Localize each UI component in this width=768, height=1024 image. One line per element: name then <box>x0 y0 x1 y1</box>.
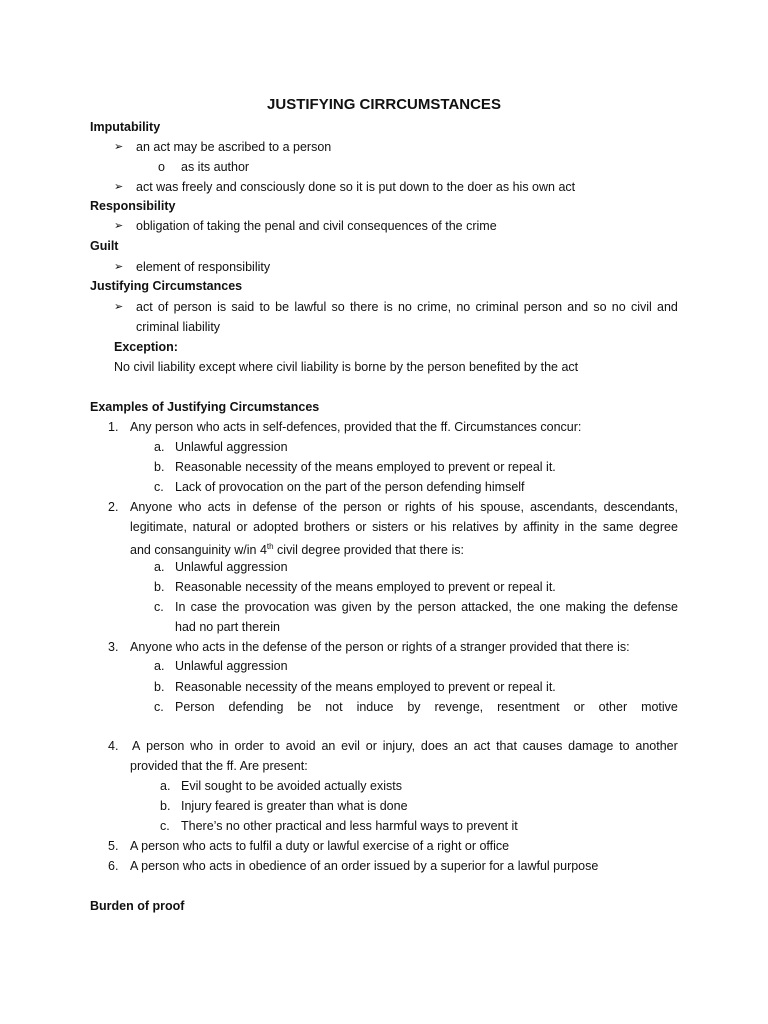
heading-imputability: Imputability <box>90 120 161 134</box>
word: that <box>496 739 517 753</box>
exception-label: Exception: <box>114 340 178 354</box>
list-letter: c. <box>154 480 164 494</box>
word: no <box>611 300 626 314</box>
list-letter: c. <box>154 700 164 714</box>
word: person <box>146 739 185 753</box>
word: or <box>355 520 367 534</box>
word: lawful <box>294 300 327 314</box>
word: person <box>343 500 382 514</box>
word: Anyone <box>130 500 173 514</box>
word: affinity <box>523 520 559 534</box>
list-letter: a. <box>154 659 165 673</box>
bullet-arrow-icon: ➢ <box>114 141 124 153</box>
word: provocation <box>244 600 310 614</box>
word: in <box>564 520 575 534</box>
justified-line <box>130 519 678 535</box>
word: evil <box>341 739 360 753</box>
sub-item-text: Reasonable necessity of the means employed to prevent or repeal it. <box>175 460 556 474</box>
word: Person <box>175 700 215 714</box>
word: criminal <box>475 300 519 314</box>
word: sisters <box>372 520 409 534</box>
word: legitimate, <box>130 520 187 534</box>
justified-line <box>136 299 678 315</box>
word: not <box>325 700 343 714</box>
justified-line <box>175 599 678 615</box>
list-number: 6. <box>108 859 119 873</box>
word: given <box>341 600 372 614</box>
list-letter: b. <box>154 580 165 594</box>
word: motive <box>641 700 678 714</box>
bullet-arrow-icon: ➢ <box>114 301 124 313</box>
heading-burden-of-proof: Burden of proof <box>90 899 185 913</box>
word: injury, <box>382 739 416 753</box>
word: said <box>231 300 255 314</box>
bullet-arrow-icon: ➢ <box>114 181 124 193</box>
word: case <box>190 600 217 614</box>
word: or <box>236 520 248 534</box>
word: one <box>539 600 561 614</box>
word: there <box>349 300 379 314</box>
word: same <box>602 520 634 534</box>
list-letter: c. <box>154 600 164 614</box>
word: order <box>234 739 264 753</box>
list-item-text: Any person who acts in self-defences, provided that the ff. Circumstances concur: <box>130 420 582 434</box>
word: descendants, <box>603 500 678 514</box>
word: person <box>523 300 563 314</box>
word: act <box>136 300 153 314</box>
sub-item-text: Reasonable necessity of the means employed to prevent or repeal it. <box>175 580 556 594</box>
word: revenge, <box>434 700 484 714</box>
bullet-arrow-icon: ➢ <box>114 261 124 273</box>
word: person <box>173 300 212 314</box>
list-letter: b. <box>154 460 165 474</box>
word: spouse, <box>480 500 524 514</box>
circle-bullet-icon: o <box>158 160 165 174</box>
superscript: th <box>266 542 274 551</box>
justified-line <box>175 699 678 715</box>
word: defense <box>633 600 678 614</box>
word: degree <box>639 520 678 534</box>
list-letter: a. <box>160 779 171 793</box>
justified-line <box>130 499 678 515</box>
word: to <box>269 739 280 753</box>
word: his <box>458 500 475 514</box>
sub-bullet-text: as its author <box>181 160 250 174</box>
bullet-text: an act may be ascribed to a person <box>136 140 332 154</box>
list-letter: a. <box>154 560 165 574</box>
list-item-text <box>130 539 464 558</box>
word: the <box>395 600 413 614</box>
word: induce <box>356 700 394 714</box>
list-number: 3. <box>108 640 119 654</box>
word: brothers <box>303 520 350 534</box>
word: the <box>222 600 240 614</box>
word: another <box>635 739 678 753</box>
word: is <box>383 300 393 314</box>
word: by <box>504 520 518 534</box>
word: avoid <box>285 739 316 753</box>
word: was <box>314 600 337 614</box>
word: of <box>303 500 314 514</box>
heading-responsibility: Responsibility <box>90 199 176 213</box>
word: and <box>567 300 589 314</box>
bullet-text: obligation of taking the penal and civil consequences of the crime <box>136 219 497 233</box>
word: civil <box>630 300 652 314</box>
list-item-text: A person who acts to fulfil a duty or lawful exercise of a right or office <box>130 839 510 853</box>
sub-item-text: Reasonable necessity of the means employed to prevent or repeal it. <box>175 680 556 694</box>
list-number: 1. <box>108 420 119 434</box>
word: to <box>619 739 630 753</box>
word: by <box>407 700 421 714</box>
bullet-text-continuation: criminal liability <box>136 320 221 334</box>
word: be <box>275 300 290 314</box>
list-number: 2. <box>108 500 119 514</box>
word: defense <box>252 500 297 514</box>
justified-line <box>132 738 678 754</box>
word: and <box>657 300 678 314</box>
list-item-text: Anyone who acts in the defense of the person or rights of a stranger provided that there is: <box>130 640 630 654</box>
sub-item-text: There’s no other practical and less harmful ways to prevent it <box>181 819 518 833</box>
word: an <box>321 739 336 753</box>
word: causes <box>522 739 563 753</box>
sub-item-text: Unlawful aggression <box>175 440 288 454</box>
text-run: civil degree provided that there is: <box>273 543 464 558</box>
word: making <box>565 600 606 614</box>
list-letter: b. <box>160 799 171 813</box>
word: defending <box>228 700 284 714</box>
list-number: 4. <box>108 739 119 753</box>
sub-item-text: Unlawful aggression <box>175 659 288 673</box>
list-number: 5. <box>108 839 119 853</box>
word: attacked, <box>461 600 512 614</box>
word: A <box>132 739 141 753</box>
heading-justifying: Justifying Circumstances <box>90 279 243 293</box>
word: other <box>598 700 628 714</box>
word: to <box>259 300 270 314</box>
list-item-text: A person who acts in obedience of an order issued by a superior for a lawful purpose <box>130 859 599 873</box>
word: does <box>420 739 449 753</box>
bullet-text: element of responsibility <box>136 260 271 274</box>
word: an <box>453 739 468 753</box>
sub-item-continuation: had no part therein <box>175 620 280 634</box>
word: ascendants, <box>530 500 598 514</box>
word: the <box>579 520 598 534</box>
word: no <box>397 300 412 314</box>
word: rights <box>404 500 436 514</box>
word: resentment <box>497 700 560 714</box>
list-letter: a. <box>154 440 165 454</box>
document-title: JUSTIFYING CIRRCUMSTANCES <box>267 96 501 113</box>
bullet-arrow-icon: ➢ <box>114 220 124 232</box>
word: of <box>441 500 452 514</box>
word: be <box>297 700 312 714</box>
word: no <box>456 300 471 314</box>
word: the <box>516 600 535 614</box>
sub-item-text: Evil sought to be avoided actually exists <box>181 779 402 793</box>
word: natural <box>192 520 231 534</box>
word: or <box>413 520 425 534</box>
list-letter: c. <box>160 819 170 833</box>
word: In <box>175 600 186 614</box>
bullet-text: act was freely and consciously done so it is put down to the doer as his own act <box>136 180 576 194</box>
heading-examples: Examples of Justifying Circumstances <box>90 400 320 414</box>
word: person <box>417 600 456 614</box>
sub-item-text: Injury feared is greater than what is done <box>181 799 408 813</box>
sub-item-text: Lack of provocation on the part of the person defending himself <box>175 480 525 494</box>
word: so <box>593 300 607 314</box>
text-run: and consanguinity w/in 4 <box>130 543 267 558</box>
word: or <box>387 500 399 514</box>
word: or <box>365 739 377 753</box>
word: crime, <box>417 300 452 314</box>
word: relatives <box>452 520 499 534</box>
word: damage <box>568 739 614 753</box>
list-item-continuation: provided that the ff. Are present: <box>130 759 308 773</box>
sub-item-text: Unlawful aggression <box>175 560 288 574</box>
word: his <box>430 520 447 534</box>
word: by <box>376 600 391 614</box>
word: who <box>178 500 202 514</box>
word: in <box>236 500 247 514</box>
word: who <box>190 739 214 753</box>
word: in <box>218 739 229 753</box>
list-letter: b. <box>154 680 165 694</box>
word: or <box>573 700 585 714</box>
word: of <box>157 300 169 314</box>
word: act <box>473 739 491 753</box>
heading-guilt: Guilt <box>90 239 119 253</box>
word: the <box>319 500 338 514</box>
word: so <box>331 300 345 314</box>
exception-text: No civil liability except where civil liability is borne by the person benefited by the act <box>114 360 579 374</box>
word: is <box>217 300 227 314</box>
word: the <box>610 600 629 614</box>
word: adopted <box>253 520 299 534</box>
word: acts <box>207 500 231 514</box>
